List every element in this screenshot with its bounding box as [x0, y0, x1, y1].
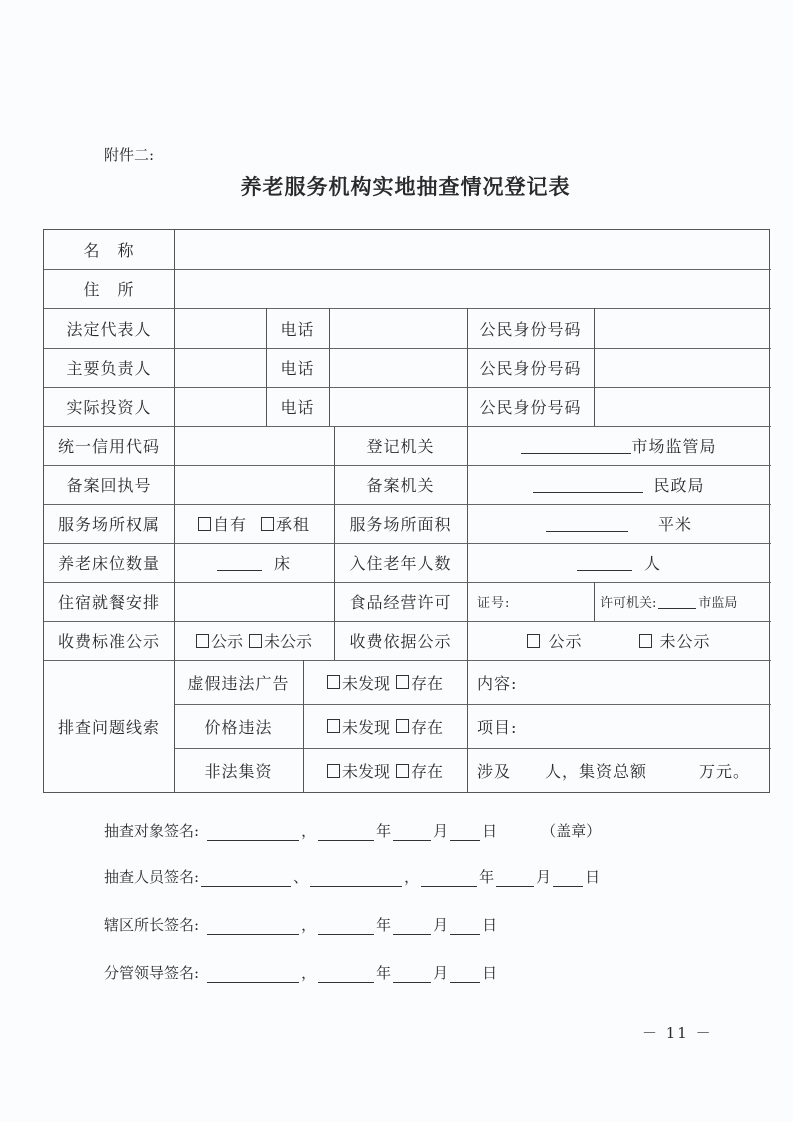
legal-rep-name-field[interactable] [174, 308, 266, 348]
price-violation-options [303, 704, 467, 748]
fee-standard-disclosed-checkbox[interactable] [196, 634, 209, 648]
price-violation-exists-checkbox[interactable] [396, 719, 409, 733]
illegal-fundraising-detail-field[interactable] [467, 748, 771, 793]
license-number-field[interactable] [467, 582, 594, 621]
false-ad-not-found-label: 未发现 [341, 673, 390, 693]
issues-label: 排查问题线索 [57, 718, 160, 737]
investor-id-label: 公民身份号码 [479, 398, 582, 417]
illegal-fundraising-exists-checkbox[interactable] [396, 764, 409, 778]
principal-phone-label: 电话 [280, 359, 315, 378]
month-label: 月 [536, 868, 552, 886]
resident-unit: 人 [644, 554, 662, 573]
owned-option-label: 自有 [212, 515, 247, 534]
illegal-fundraising-label: 非法集资 [204, 762, 273, 781]
principal-id-label: 公民身份号码 [479, 359, 582, 378]
license-authority-suffix: 市监局 [698, 596, 738, 611]
bed-unit: 床 [273, 554, 291, 573]
legal-rep-label: 法定代表人 [66, 319, 152, 339]
attachment-label: 附件二: [104, 146, 155, 164]
separator: 、 [293, 868, 309, 886]
false-ad-exists-label: 存在 [411, 673, 444, 693]
legal-rep-phone-label: 电话 [280, 319, 315, 339]
legal-rep-phone-field[interactable] [329, 308, 467, 348]
price-violation-detail-label: 项目: [477, 717, 518, 737]
illegal-fundraising-options [303, 748, 467, 793]
district-chief-signature-blank[interactable] [207, 920, 299, 935]
inspected-party-signature-blank[interactable] [207, 826, 299, 841]
investor-label: 实际投资人 [66, 398, 152, 417]
fee-basis-undisclosed-label: 未公示 [659, 632, 711, 651]
registration-authority-suffix: 市场监管局 [631, 437, 717, 456]
investor-phone-field[interactable] [329, 387, 467, 426]
fee-standard-options [174, 621, 334, 660]
inspector-signature-blank-1[interactable] [201, 872, 291, 887]
district-chief-year-blank[interactable] [318, 920, 374, 935]
principal-phone-field[interactable] [329, 348, 467, 387]
false-ad-detail-label: 内容: [477, 673, 518, 693]
fee-basis-disclosed-label: 公示 [548, 632, 583, 651]
false-ad-detail-field[interactable] [467, 660, 771, 704]
address-field[interactable] [174, 269, 771, 308]
registration-table [43, 229, 770, 793]
principal-name-field[interactable] [174, 348, 266, 387]
month-label: 月 [433, 822, 449, 840]
inspector-day-blank[interactable] [553, 872, 583, 887]
leased-option-label: 承租 [276, 515, 311, 534]
credit-code-label: 统一信用代码 [57, 437, 160, 456]
year-label: 年 [479, 868, 495, 886]
false-ad-exists-checkbox[interactable] [396, 675, 409, 689]
area-blank[interactable] [546, 515, 628, 532]
price-violation-detail-field[interactable] [467, 704, 771, 748]
resident-count-field[interactable] [467, 543, 771, 582]
address-label: 住 所 [83, 280, 135, 299]
fee-basis-label: 收费依据公示 [349, 632, 452, 651]
filing-authority-suffix: 民政局 [653, 476, 705, 495]
amount-unit-label: 万元。 [699, 762, 751, 781]
comma: ， [301, 916, 317, 934]
day-label: 日 [482, 916, 498, 934]
inspector-month-blank[interactable] [496, 872, 534, 887]
bed-count-field[interactable] [174, 543, 334, 582]
inspector-signature [104, 866, 600, 887]
bed-count-blank[interactable] [217, 554, 262, 571]
food-license-label: 食品经营许可 [349, 593, 452, 612]
price-violation-exists-label: 存在 [411, 717, 444, 737]
district-chief-signature [104, 914, 497, 935]
inspector-signature-blank-2[interactable] [310, 872, 402, 887]
supervising-leader-signature-label: 分管领导签名: [104, 964, 200, 982]
year-label: 年 [376, 916, 392, 934]
legal-rep-id-field[interactable] [594, 308, 771, 348]
registration-authority-blank[interactable] [521, 437, 631, 454]
seal-note: （盖章） [541, 822, 602, 840]
comma: ， [301, 964, 317, 982]
comma: ， [301, 822, 317, 840]
filing-receipt-field[interactable] [174, 465, 334, 504]
year-label: 年 [376, 822, 392, 840]
investor-phone-label: 电话 [280, 398, 315, 417]
inspector-signature-label: 抽查人员签名: [104, 868, 200, 886]
form-title: 养老服务机构实地抽查情况登记表 [240, 174, 571, 199]
fee-standard-undisclosed-checkbox[interactable] [249, 634, 262, 648]
premises-area-label: 服务场所面积 [349, 515, 452, 534]
false-ad-options [303, 660, 467, 704]
inspected-party-month-blank[interactable] [393, 826, 431, 841]
supervising-leader-month-blank[interactable] [393, 968, 431, 983]
credit-code-field[interactable] [174, 426, 334, 465]
fee-standard-disclosed-label: 公示 [210, 632, 243, 651]
price-violation-label: 价格违法 [204, 717, 273, 737]
principal-id-field[interactable] [594, 348, 771, 387]
day-label: 日 [585, 868, 601, 886]
filing-receipt-label: 备案回执号 [66, 476, 152, 495]
name-label: 名 称 [83, 241, 135, 260]
year-label: 年 [376, 964, 392, 982]
premises-area-field[interactable] [467, 504, 771, 543]
filing-authority-field[interactable] [467, 465, 771, 504]
leased-checkbox[interactable] [261, 517, 274, 531]
owned-checkbox[interactable] [198, 517, 211, 531]
illegal-fundraising-not-found-checkbox[interactable] [327, 764, 340, 778]
area-unit: 平米 [657, 515, 692, 534]
legal-rep-id-label: 公民身份号码 [479, 319, 582, 339]
price-violation-not-found-checkbox[interactable] [327, 719, 340, 733]
resident-count-blank[interactable] [577, 554, 632, 571]
inspected-party-year-blank[interactable] [318, 826, 374, 841]
premises-ownership-options [174, 504, 334, 543]
supervising-leader-day-blank[interactable] [450, 968, 480, 983]
filing-authority-label: 备案机关 [366, 476, 435, 495]
registration-authority-field[interactable] [467, 426, 771, 465]
bed-count-label: 养老床位数量 [57, 554, 160, 573]
registration-authority-label: 登记机关 [366, 437, 435, 456]
day-label: 日 [482, 964, 498, 982]
inspector-year-blank[interactable] [421, 872, 477, 887]
inspected-party-day-blank[interactable] [450, 826, 480, 841]
lodging-label: 住宿就餐安排 [57, 593, 160, 612]
fee-standard-label: 收费标准公示 [57, 632, 160, 651]
investor-name-field[interactable] [174, 387, 266, 426]
fee-basis-options [467, 621, 771, 660]
inspected-party-signature-label: 抽查对象签名: [104, 822, 200, 840]
supervising-leader-year-blank[interactable] [318, 968, 374, 983]
fee-standard-undisclosed-label: 未公示 [264, 632, 313, 651]
illegal-fundraising-exists-label: 存在 [411, 762, 444, 781]
false-ad-label: 虚假违法广告 [187, 673, 290, 693]
license-authority-field[interactable] [594, 582, 771, 621]
investor-id-field[interactable] [594, 387, 771, 426]
page-number: － 11 － [642, 1024, 713, 1042]
district-chief-month-blank[interactable] [393, 920, 431, 935]
illegal-fundraising-not-found-label: 未发现 [341, 762, 390, 781]
supervising-leader-signature-blank[interactable] [207, 968, 299, 983]
principal-label: 主要负责人 [66, 359, 152, 378]
license-number-label: 证号: [477, 596, 511, 611]
district-chief-signature-label: 辖区所长签名: [104, 916, 200, 934]
supervising-leader-signature [104, 962, 497, 983]
involved-label: 涉及 [477, 762, 512, 781]
fee-basis-disclosed-checkbox[interactable] [527, 634, 540, 648]
district-chief-day-blank[interactable] [450, 920, 480, 935]
month-label: 月 [433, 964, 449, 982]
comma: ， [404, 868, 420, 886]
month-label: 月 [433, 916, 449, 934]
filing-authority-blank[interactable] [533, 476, 643, 493]
license-authority-label: 许可机关: [600, 596, 657, 611]
fee-basis-undisclosed-checkbox[interactable] [639, 634, 652, 648]
price-violation-not-found-label: 未发现 [341, 717, 390, 737]
name-field[interactable] [174, 230, 771, 269]
false-ad-not-found-checkbox[interactable] [327, 675, 340, 689]
premises-ownership-label: 服务场所权属 [57, 515, 160, 534]
resident-count-label: 入住老年人数 [349, 554, 452, 573]
license-authority-blank[interactable] [658, 595, 696, 609]
lodging-field[interactable] [174, 582, 334, 621]
persons-total-label: 人，集资总额 [545, 762, 648, 781]
inspected-party-signature [104, 820, 601, 841]
day-label: 日 [482, 822, 498, 840]
